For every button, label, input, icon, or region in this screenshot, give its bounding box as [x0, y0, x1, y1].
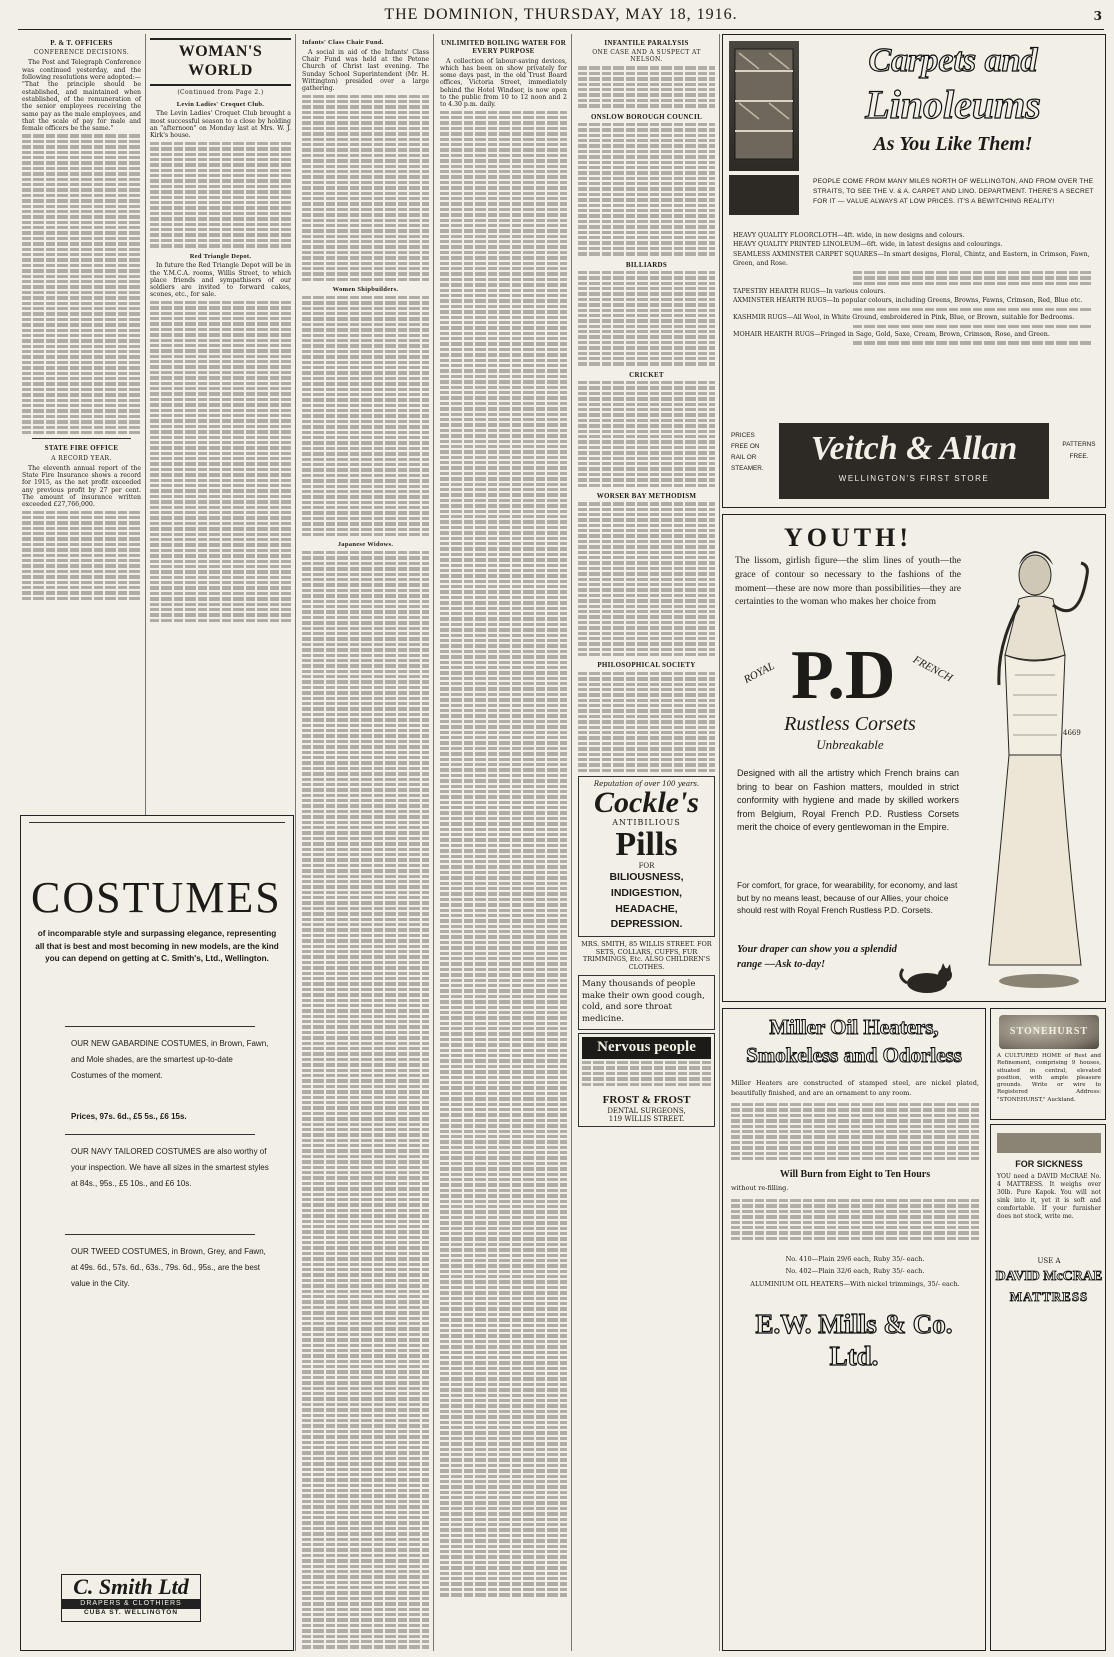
article-heading: BILLIARDS: [625, 260, 668, 269]
carpet-item: TAPESTRY HEARTH RUGS—In various colours.: [733, 287, 886, 295]
section-filler: [302, 551, 429, 1651]
article-heading: UNLIMITED BOILING WATER FOR EVERY PURPOSE: [440, 39, 567, 56]
pd-intro: The lissom, girlish figure—the slim lines of youth—the grace of contour so necessary to the fashions of the moment—these are now more than possibilities—they are certainties to the woman who makes her choice from: [735, 556, 961, 608]
frost-name: FROST & FROST: [602, 1093, 691, 1106]
stonehurst-name: STONEHURST: [1009, 1026, 1089, 1038]
cat-icon: [897, 961, 957, 995]
article-filler: [440, 111, 567, 1597]
pd-letters: P.D: [791, 637, 896, 714]
free-rail-note: PRICES FREE ON RAIL OR STEAMER.: [731, 432, 764, 472]
pd-royal: ROYAL: [741, 660, 777, 687]
section-body: A social in aid of the Infants' Class Chair Fund was held at the Petone Church of Christ last evening. The Sunday School Superintendent (Mr. H. Wittington) presided over a large gathering.: [302, 48, 429, 93]
article-filler: [578, 381, 715, 487]
carpet-item: MOHAIR HEARTH RUGS—Fringed in Sage, Gold, Saxe, Cream, Brown, Crimson, Rose, and Green.: [733, 331, 1050, 339]
mccrae-sub: MATTRESS: [1009, 1289, 1089, 1304]
article-filler: [578, 502, 715, 656]
section-body: In future the Red Triangle Depot will be in the Y.M.C.A. rooms, Willis Street, to which place friends and sympathisers of our soldiers are invited to forward cakes, scones, etc., for sale.: [150, 262, 291, 299]
cockles-antibilious: ANTIBILIOUS: [612, 818, 681, 828]
miller-price: No. 410—Plain 29/6 each, Ruby 35/- each.: [785, 1255, 925, 1263]
miller-hours: Will Burn from Eight to Ten Hours: [779, 1169, 931, 1180]
carpets-line3: As You Like Them!: [873, 133, 1033, 155]
tweed-text: OUR TWEED COSTUMES, in Brown, Grey, and Fawn, at 49s. 6d., 57s. 6d., 63s., 79s. 6d., 95s., are the best value in the City.: [71, 1247, 266, 1288]
article-subheading: A RECORD YEAR.: [51, 454, 112, 462]
furrier-ad: MRS. SMITH, 85 WILLIS STREET. FOR SETS, COLLARS, CUFFS, FUR TRIMMINGS, Etc. ALSO CHILDREN'S CLOTHES.: [581, 940, 712, 972]
article-heading: INFANTILE PARALYSIS: [604, 39, 689, 47]
pd-corsets-ad: [722, 514, 1106, 1002]
mattress-illustration: [997, 1133, 1101, 1153]
pd-rustless: Rustless Corsets: [784, 713, 916, 735]
cockles-pills: Pills: [615, 825, 678, 863]
mccrae-head: FOR SICKNESS: [1015, 1159, 1083, 1169]
nervous-people-ad: [578, 1033, 715, 1127]
pd-code: 4669: [1063, 729, 1081, 737]
miller-footer: E.W. Mills & Co. Ltd.: [755, 1309, 953, 1371]
section-heading: Infants' Class Chair Fund.: [302, 39, 384, 46]
column-3: [298, 34, 434, 1651]
masthead-title: THE DOMINION, THURSDAY, MAY 18, 1916.: [384, 6, 738, 23]
section-body: The Levin Ladies' Croquet Club brought a most successful season to a close by holding an "afternoon" on Monday last at Mrs. W. J. Kirk's house.: [150, 110, 291, 140]
miller-filler: [731, 1101, 979, 1162]
article-filler: [22, 134, 141, 434]
cough-remedy-ad: [578, 975, 715, 1031]
section-heading: Levin Ladies' Croquet Club.: [176, 100, 265, 108]
carpet-item: AXMINSTER HEARTH RUGS—In popular colours, including Greens, Browns, Fawns, Crimson, Red, Blue etc.: [733, 297, 1083, 305]
patterns-free-note: PATTERNS FREE.: [1062, 441, 1096, 460]
corset-figure-illustration: [969, 535, 1099, 993]
article-filler: [22, 511, 141, 601]
article-body: A collection of labour-saving devices, which has been on show privately for some days past, in the old Trust Board offices, Victoria Street, immediately behind the Hotel Windsor, is now open to the public from 10 to 12 noon and 2 to 4.30 p.m. daily.: [440, 57, 567, 109]
article-heading: P. & T. OFFICERS: [50, 39, 113, 47]
carpets-items: [733, 231, 1099, 347]
cockles-ailments: BILIOUSNESS, INDIGESTION, HEADACHE, DEPRESSION.: [609, 871, 684, 931]
carpet-illustration: [729, 41, 799, 171]
veitch-logo-sub: WELLINGTON'S FIRST STORE: [838, 474, 990, 483]
smith-logo-sub: DRAPERS & CLOTHIERS: [62, 1599, 200, 1609]
costumes-heading: COSTUMES: [31, 873, 282, 922]
miller-line2: Smokeless and Odorless: [746, 1043, 962, 1067]
smith-logo-name: C. Smith Ltd: [73, 1574, 189, 1599]
article-body: The eleventh annual report of the State Fire Insurance shows a record for 1915, as the net profit exceeded any previous profit by 27 per cent. The amount of insurance written exceeded £27,766,000.: [22, 464, 141, 509]
article-filler: [578, 66, 715, 107]
page-number: 3: [1093, 9, 1102, 23]
article-heading: PHILOSOPHICAL SOCIETY: [597, 661, 696, 670]
miller-wick: without re-filling.: [731, 1184, 789, 1192]
carpet-item: KASHMIR RUGS—All Wool, in White Ground, embroidered in Pink, Blue, or Brown, suitable for Bedrooms.: [733, 314, 1075, 322]
carpet-item: HEAVY QUALITY FLOORCLOTH—4ft. wide, in new designs and colours.: [733, 232, 965, 239]
article-heading: CRICKET: [629, 370, 664, 379]
article-filler: [578, 123, 715, 256]
mccrae-body: YOU need a DAVID McCRAE No. 4 MATTRESS. It weighs over 30lb. Pure Kapok. You will not sink into it, yet it is soft and comfortable. If your furnisher does not stock, write me.: [997, 1173, 1101, 1221]
section-filler: [150, 142, 291, 248]
cockles-for: FOR: [638, 861, 655, 870]
mccrae-mattress-ad: [990, 1124, 1106, 1651]
gabardine-prices: Prices, 97s. 6d., £5 5s., £6 15s.: [71, 1112, 187, 1121]
article-heading: STATE FIRE OFFICE: [44, 444, 119, 453]
stonehurst-ad: [990, 1008, 1106, 1120]
corset-woman-icon: [969, 535, 1099, 993]
cockles-name: Cockle's: [594, 786, 699, 820]
article-heading: WORSER BAY METHODISM: [596, 491, 697, 500]
costumes-ad: [20, 815, 294, 1651]
carpets-line2: Linoleums: [865, 82, 1041, 127]
pd-heading: YOUTH!: [784, 523, 912, 552]
article-filler: [578, 271, 715, 366]
pd-draper: Your draper can show you a splendid range —Ask to-day!: [737, 944, 897, 970]
pd-logo: [741, 637, 957, 759]
gabardine-text: OUR NEW GABARDINE COSTUMES, in Brown, Fawn, and Mole shades, are the smartest up-to-date Costumes of the moment.: [71, 1039, 269, 1080]
section-heading: Japanese Widows.: [337, 541, 394, 549]
carpet-roll-icon: [729, 41, 799, 171]
costumes-intro: of incomparable style and surpassing elegance, representing all that is best and most becoming in new models, are the kind you can depend on getting at C. Smith's, Ltd., Wellington.: [35, 929, 279, 964]
veitch-allan-logo: [779, 423, 1049, 499]
section-filler: [302, 95, 429, 282]
miller-line1: Miller Oil Heaters,: [769, 1015, 939, 1039]
carpet-item: HEAVY QUALITY PRINTED LINOLEUM—6ft. wide, in latest designs and colourings.: [733, 241, 1003, 249]
pd-body: Designed with all the artistry which French brains can bring to bear on Fashion matters, moulded in strict conformity with hygiene and made by skilled workers from Belgium, Royal French P.D. Rustless Corsets merit the choice of every gentlewoman in the Empire.: [737, 768, 959, 832]
carpets-line1: Carpets and: [868, 42, 1038, 79]
column-4: [436, 34, 572, 1651]
masthead: [18, 6, 1104, 30]
section-heading: Red Triangle Depot.: [189, 252, 252, 260]
miller-prices: [731, 1253, 979, 1290]
mccrae-use: USE A: [1037, 1257, 1061, 1265]
nervous-title: Nervous people: [582, 1037, 711, 1059]
pd-unbreakable: Unbreakable: [816, 737, 884, 752]
veitch-logo-name: Veitch & Allan: [810, 430, 1018, 467]
stonehurst-banner: [999, 1015, 1099, 1049]
carpets-ad: [722, 34, 1106, 508]
section-filler: [150, 301, 291, 622]
article-filler: [578, 672, 715, 772]
article-subheading: CONFERENCE DECISIONS.: [33, 49, 130, 57]
cough-intro: Many thousands of people make their own good cough, cold, and sore throat medicine.: [582, 978, 705, 1025]
frost-sub: DENTAL SURGEONS,: [607, 1106, 686, 1115]
pd-comfort: For comfort, for grace, for wearability, for economy, and last but by no means least, because of our Allies, your choice should rest with Royal French Rustless P.D. Corsets.: [737, 880, 958, 916]
womans-world-subtitle: (Continued from Page 2.): [177, 88, 264, 96]
smith-logo: [61, 1574, 201, 1622]
article-subheading: ONE CASE AND A SUSPECT AT NELSON.: [592, 49, 701, 64]
frost-address: 119 WILLIS STREET.: [608, 1115, 685, 1124]
section-filler: [302, 296, 429, 537]
section-heading: Women Shipbuilders.: [332, 286, 399, 294]
article-heading: ONSLOW BOROUGH COUNCIL: [590, 112, 703, 121]
smith-logo-place: CUBA ST. WELLINGTON: [83, 1609, 179, 1617]
miller-filler: [731, 1197, 979, 1242]
navy-text: OUR NAVY TAILORED COSTUMES are also worthy of your inspection. We have all sizes in the smartest styles at 84s., 95s., £5 10s., and £6 10s.: [71, 1147, 269, 1188]
pd-french: FRENCH: [910, 653, 955, 685]
stonehurst-body: A CULTURED HOME of Rest and Refinement, comprising 9 houses, situated in central, elevated position, with ample pleasure grounds. Write or wire to Registered Address: "STONEHURST," Auckland.: [997, 1053, 1101, 1103]
miller-oil-heaters-ad: [722, 1008, 986, 1651]
column-5: [574, 34, 720, 1651]
cat-illustration: [897, 961, 957, 995]
cockles-reputation: Reputation of over 100 years.: [593, 780, 700, 789]
womans-world-title: WOMAN'S WORLD: [150, 38, 291, 86]
miller-body: Miller Heaters are constructed of stamped steel, are nickel plated, beautifully finished, and are an ornament to any room.: [731, 1079, 979, 1097]
mccrae-logo: DAVID McCRAE: [995, 1269, 1103, 1284]
cockles-pills-ad: [578, 776, 715, 937]
miller-price: No. 402—Plain 32/6 each, Ruby 35/- each.: [785, 1267, 925, 1276]
miller-price: ALUMINIUM OIL HEATERS—With nickel trimmings, 35/- each.: [750, 1279, 960, 1288]
carpets-tagline: PEOPLE COME FROM MANY MILES NORTH OF WELLINGTON, AND FROM OVER THE STRAITS, TO SEE THE V. & A. CARPET AND LINO. DEPARTMENT. THERE'S A SECRET FOR IT — VALUE ALWAYS AT LOW PRICES. IT'S A BEWITCHING REALITY!: [813, 178, 1094, 206]
article-body: The Post and Telegraph Conference was continued yesterday, and the following resolutions were adopted:— "That the principle should be established, and maintained when established, of the remuneration of the senior employees receiving the same pay as the male employees, and that the scale of pay for male and female officers be the same.": [22, 59, 141, 133]
carpet-item: SEAMLESS AXMINSTER CARPET SQUARES—In smart designs, Floral, Chintz, and Eastern, in Crimson, Fawn, Green, and Rose.: [733, 250, 1090, 268]
